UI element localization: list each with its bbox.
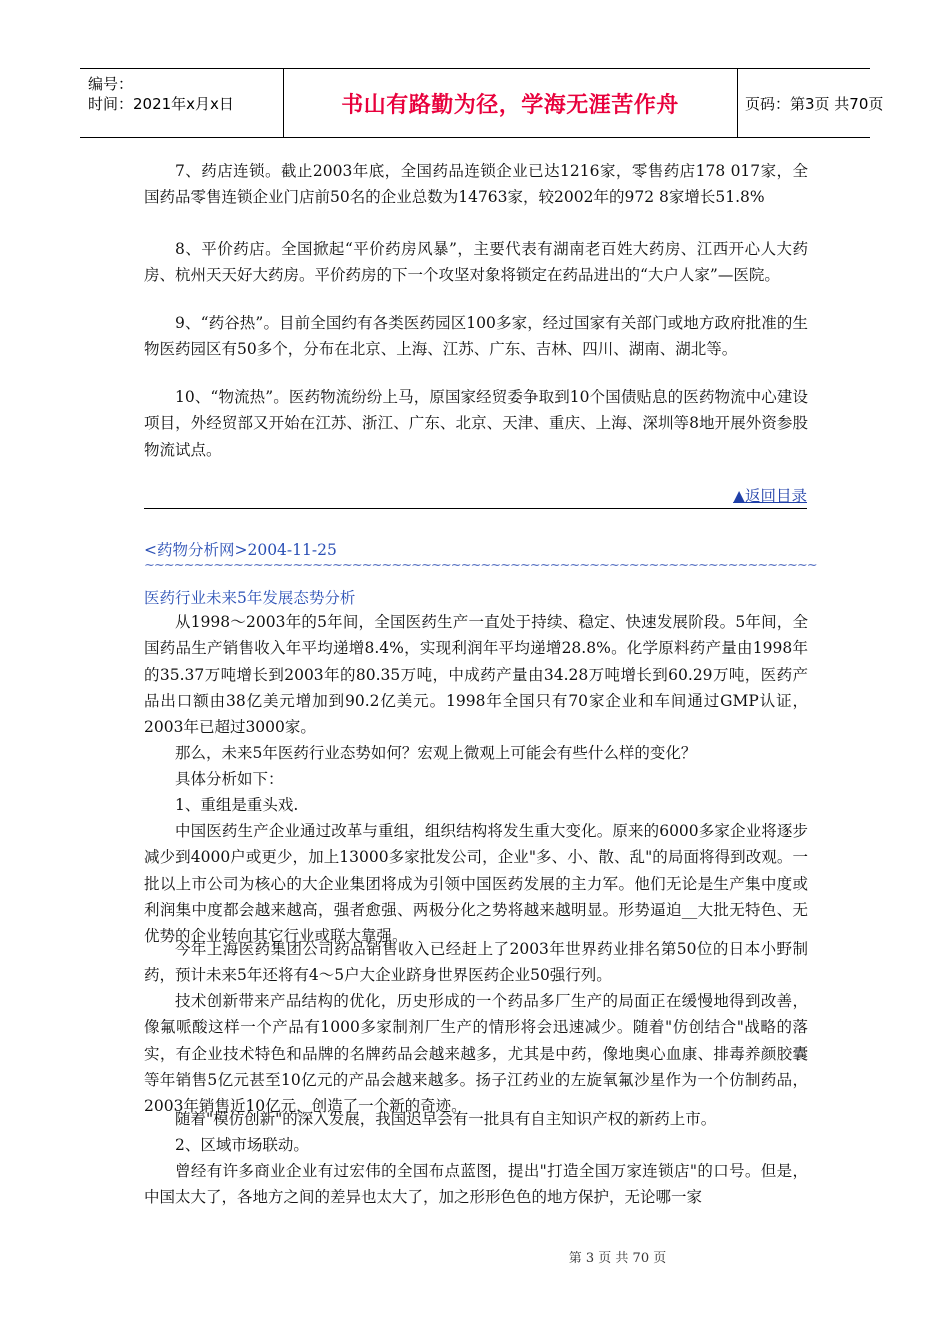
header-motto-cell — [283, 69, 738, 137]
source-line: <药物分析网>2004-11-25 — [144, 541, 337, 559]
section-divider — [144, 508, 807, 509]
page-header — [80, 68, 884, 138]
paragraph-heading-restructuring: 1、重组是重头戏. — [175, 796, 299, 814]
paragraph-regional: 曾经有许多商业企业有过宏伟的全国布点蓝图，提出"打造全国万家连锁店"的口号。但是，中国太大了，各地方之间的差异也太大了，加之形形色色的地方保护，无论哪一家 — [144, 1162, 808, 1207]
article-title: 医药行业未来5年发展态势分析 — [144, 589, 356, 607]
number-label: 编号： — [88, 75, 134, 93]
paragraph-heading-regional: 2、区域市场联动。 — [175, 1136, 309, 1154]
paragraph-restructuring: 中国医药生产企业通过改革与重组，组织结构将发生重大变化。原来的6000多家企业将逐步减少到4000户或更少，加上13000多家批发公司，企业"多、小、散、乱"的局面将得到改观。一批以上市公司为核心的大企业集团将成为引领中国医药发展的主力军。他们无论是生产集中度或利润集中度都会越来越高，强者愈强、两极分化之势将越来越明显。形势逼迫__大批无特色、无优势的企业转向其它行业或联大靠强。 — [144, 822, 808, 946]
paragraph-shanghai-pharma: 今年上海医药集团公司药品销售收入已经赶上了2003年世界药业排名第50位的日本小野制药，预计未来5年还将有4～5户大企业跻身世界医药企业50强行列。 — [144, 940, 808, 985]
page-footer — [0, 1247, 950, 1266]
paragraph-pharmacy-chain: 7、药店连锁。截止2003年底，全国药品连锁企业已达1216家，零售药店178 017家，全国药品零售连锁企业门店前50名的企业总数为14763家，较2002年的972 8家增长51.8% — [144, 162, 808, 207]
header-page-cell — [737, 69, 884, 137]
paragraph-question: 那么，未来5年医药行业态势如何？宏观上微观上可能会有些什么样的变化？ — [175, 744, 697, 762]
paragraph-logistics: 10、“物流热”。医药物流纷纷上马，原国家经贸委争取到10个国债贴息的医药物流中心建设项目，外经贸部又开始在江苏、浙江、广东、北京、天津、重庆、上海、深圳等8地开展外资参股物流试点。 — [144, 388, 808, 459]
paragraph-innovation: 技术创新带来产品结构的优化，历史形成的一个药品多厂生产的局面正在缓慢地得到改善，像氟哌酸这样一个产品有1000多家制剂厂生产的情形将会迅速减少。随着"仿创结合"战略的落实，有企业技术特色和品牌的名牌药品会越来越多，尤其是中药，像地奥心血康、排毒养颜胶囊等年销售5亿元甚至10亿元的产品会越来越多。扬子江药业的左旋氧氟沙星作为一个仿制药品，2003年销售近10亿元，创造了一个新的奇迹。 — [144, 992, 808, 1116]
footer-page-number: 第 3 页 共 70 页 — [568, 1251, 667, 1266]
tilde-separator: ~~~~~~~~~~~~~~~~~~~~~~~~~~~~~~~~~~~~~~~~~~~~~~~~~~~~~~~~~~~~~~~~~~~~ — [144, 558, 817, 573]
paragraph-discount-pharmacy: 8、平价药店。全国掀起“平价药房风暴”，主要代表有湖南老百姓大药房、江西开心人大药房、杭州天天好大药房。平价药房的下一个攻坚对象将锁定在药品进出的“大户人家”—医院。 — [144, 240, 808, 285]
paragraph-overview: 从1998～2003年的5年间，全国医药生产一直处于持续、稳定、快速发展阶段。5年间，全国药品生产销售收入年平均递增8.4%，实现利润年平均递增28.8%。化学原料药产量由1998年的35.37万吨增长到2003年的80.35万吨，中成药产量由34.28万吨增长到60.29万吨，医药产品出口额由38亿美元增加到90.2亿美元。1998年全国只有70家企业和车间通过GMP认证，2003年已超过3000家。 — [144, 613, 808, 737]
back-to-toc-link[interactable]: ▲返回目录 — [733, 487, 807, 505]
paragraph-pharma-park: 9、“药谷热”。目前全国约有各类医药园区100多家，经过国家有关部门或地方政府批准的生物医药园区有50多个，分布在北京、上海、江苏、广东、吉林、四川、湖南、湖北等。 — [144, 314, 808, 359]
motto: 书山有路勤为径，学海无涯苦作舟 — [341, 92, 679, 118]
paragraph-analysis-intro: 具体分析如下： — [175, 770, 284, 788]
page-code: 页码：第3页 共70页 — [745, 94, 884, 113]
paragraph-imitation-innovation: 随着"模仿创新"的深入发展，我国迟早会有一批具有自主知识产权的新药上市。 — [175, 1110, 717, 1128]
header-left-cell — [80, 69, 284, 137]
time-label: 时间：2021年x月x日 — [88, 95, 234, 113]
